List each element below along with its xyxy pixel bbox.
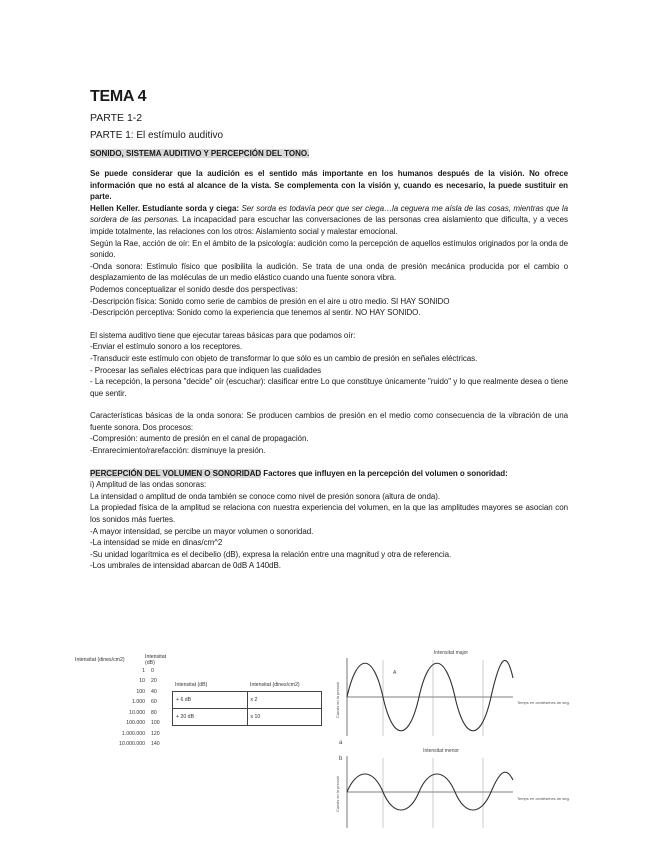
paragraph-perceptiva: -Descripción perceptiva: Sonido como la experiencia que tenemos al sentir. NO HAY SONIDO. xyxy=(90,308,421,318)
table-header: Intensitat (dB) xyxy=(175,682,208,688)
table-row xyxy=(75,676,181,687)
keller-quote: Ser sorda es todavía peor que ser ciega…la ceguera me aísla de las cosas, mientras que la sordera de las personas. xyxy=(90,203,568,225)
panel-b-label: b xyxy=(339,756,343,762)
db-relation-table xyxy=(172,682,322,726)
table-cell: 1.000 xyxy=(132,699,145,706)
table-header: Intensitat (dines/cm2) xyxy=(250,682,300,688)
amplitude-marker: A xyxy=(393,670,397,676)
list-item: La intensidad o amplitud de onda también se conoce como nivel de presión sonora (altura de onda). xyxy=(90,491,441,501)
volumen-intro: Factores que influyen en la percepción del volumen o sonoridad: xyxy=(263,468,508,478)
list-item: i) Amplitud de las ondas sonoras: xyxy=(90,480,207,490)
doc-part: PARTE 1-2 xyxy=(90,112,143,124)
list-item: -Los umbrales de intensidad abarcan de 0dB A 140dB. xyxy=(90,561,281,571)
table-cell: 60 xyxy=(151,699,157,706)
table-cell: 10.000.000 xyxy=(119,741,145,748)
keller-rest: La incapacidad para escuchar las conversaciones de las personas crea aislamiento que dificulta, y a veces impide totalmente, las relaciones con los otros: Aislamiento social y malestar emocional. xyxy=(90,215,568,236)
paragraph-rae: Según la Rae, acción de oír: En el ámbito de la psicología: audición como la percepción de aquellos estímulos originados por la onda de sonido. xyxy=(90,238,568,260)
panel-a-label: a xyxy=(339,740,343,746)
list-item: La propiedad física de la amplitud se relaciona con nuestra experiencia del volumen, en la que las amplitudes mayores se asocian con los sonidos más fuertes. xyxy=(90,503,568,525)
table-row xyxy=(173,692,322,709)
section-heading-volumen: PERCEPCIÓN DEL VOLUMEN O SONORIDAD xyxy=(90,468,262,478)
x-axis-label: Temps en centèsimes de seg. xyxy=(517,796,570,801)
y-axis-label: Canvis en la pressió xyxy=(335,775,340,813)
paragraph-volumen xyxy=(90,468,568,480)
table-header: Intensitat (dines/cm2) xyxy=(75,657,125,664)
list-item: -La intensidad se mide en dinas/cm^2 xyxy=(90,538,223,548)
wave-label-top: Intensitat major xyxy=(433,650,469,656)
list-item: -A mayor intensidad, se percibe un mayor volumen o sonoridad. xyxy=(90,526,314,536)
table-row xyxy=(75,708,181,719)
list-item: -Transducir este estímulo con objeto de transformar lo que sólo es un cambio de presión en señales eléctricas. xyxy=(90,353,478,363)
table-row xyxy=(75,739,181,750)
table-row xyxy=(75,697,181,708)
paragraph-audicion: Se puede considerar que la audición es el sentido más importante en los humanos después de la visión. No ofrece información que no está al alcance de la vista. Se complementa con la visión y, cuando es necesario, la puede sustituir en parte. xyxy=(90,169,568,202)
intensity-conversion-table xyxy=(75,655,181,750)
table-cell: 10 xyxy=(139,678,145,685)
list-item: -Compresión: aumento de presión en el canal de propagación. xyxy=(90,434,309,444)
x-axis-label: Temps en centèsimes de seg. xyxy=(517,700,570,705)
table-cell: 100.000 xyxy=(126,720,145,727)
table-cell: 10.000 xyxy=(129,709,145,716)
table-cell: 40 xyxy=(151,688,157,695)
document-page xyxy=(90,88,568,572)
paragraph-onda: -Onda sonora: Estímulo físico que posibilita la audición. Se trata de una onda de presión mecánica producida por el cambio o desplazamiento de las moléculas de un medio elástico cuando una fuente sonora vibra. xyxy=(90,261,568,283)
list-item: -Enrarecimiento/rarefacción: disminuye la presión. xyxy=(90,446,266,456)
table-row xyxy=(173,709,322,726)
table-cell: 100 xyxy=(151,720,160,727)
keller-label: Hellen Keller. Estudiante sorda y ciega: xyxy=(90,203,239,213)
wave-amplitude-figure xyxy=(333,648,573,838)
table-cell: 120 xyxy=(151,730,160,737)
paragraph-fisica: -Descripción física: Sonido como serie de cambios de presión en el aire u otro medio. SI HAY SONIDO xyxy=(90,296,450,306)
table-cell: 0 xyxy=(151,667,154,674)
table-cell: x 10 xyxy=(247,709,322,726)
table-cell: 100 xyxy=(136,688,145,695)
table-cell: + 6 dB xyxy=(173,692,248,709)
table-cell: 80 xyxy=(151,709,157,716)
table-cell: 1 xyxy=(142,667,145,674)
paragraph-keller xyxy=(90,203,568,238)
table-row xyxy=(75,729,181,740)
table-row xyxy=(75,718,181,729)
table-cell: 1.000.000 xyxy=(121,730,145,737)
paragraph-sistema: El sistema auditivo tiene que ejecutar tareas básicas para que podamos oír: xyxy=(90,330,356,340)
wave-low-amplitude xyxy=(347,772,513,810)
list-item: -Enviar el estímulo sonoro a los receptores. xyxy=(90,342,243,352)
table-cell: x 2 xyxy=(247,692,322,709)
table-row xyxy=(75,687,181,698)
list-item: - La recepción, la persona "decide" oír (escuchar): clasificar entre Lo que constituye únicamente "ruido" y lo que realmente desea o tiene que sentir. xyxy=(90,377,568,398)
table-cell: 20 xyxy=(151,678,157,685)
wave-high-amplitude xyxy=(347,660,513,730)
section-heading-sonido: SONIDO, SISTEMA AUDITIVO Y PERCEPCIÓN DEL TONO. xyxy=(90,149,310,158)
doc-title: TEMA 4 xyxy=(90,88,147,105)
wave-label-bottom: Intensitat menor xyxy=(423,748,459,754)
table-header: Intensitat (dB) xyxy=(145,654,167,667)
paragraph-perspectivas: Podemos conceptualizar el sonido desde dos perspectivas: xyxy=(90,284,298,294)
paragraph-caracteristicas: Características básicas de la onda sonora: Se producen cambios de presión en el medio como consecuencia de la vibración de una fuente sonora. Dos procesos: xyxy=(90,411,568,432)
table-cell: + 20 dB xyxy=(173,709,248,726)
table-cell: 140 xyxy=(151,741,160,748)
table-row xyxy=(75,666,181,677)
y-axis-label: Canvis en la pressió xyxy=(335,681,340,719)
list-item: -Su unidad logarítmica es el decibelio (dB), expresa la relación entre una magnitud y otra de referencia. xyxy=(90,549,452,559)
doc-part-1: PARTE 1: El estímulo auditivo xyxy=(90,130,224,141)
list-item: - Procesar las señales eléctricas para que indiquen las cualidades xyxy=(90,365,322,375)
